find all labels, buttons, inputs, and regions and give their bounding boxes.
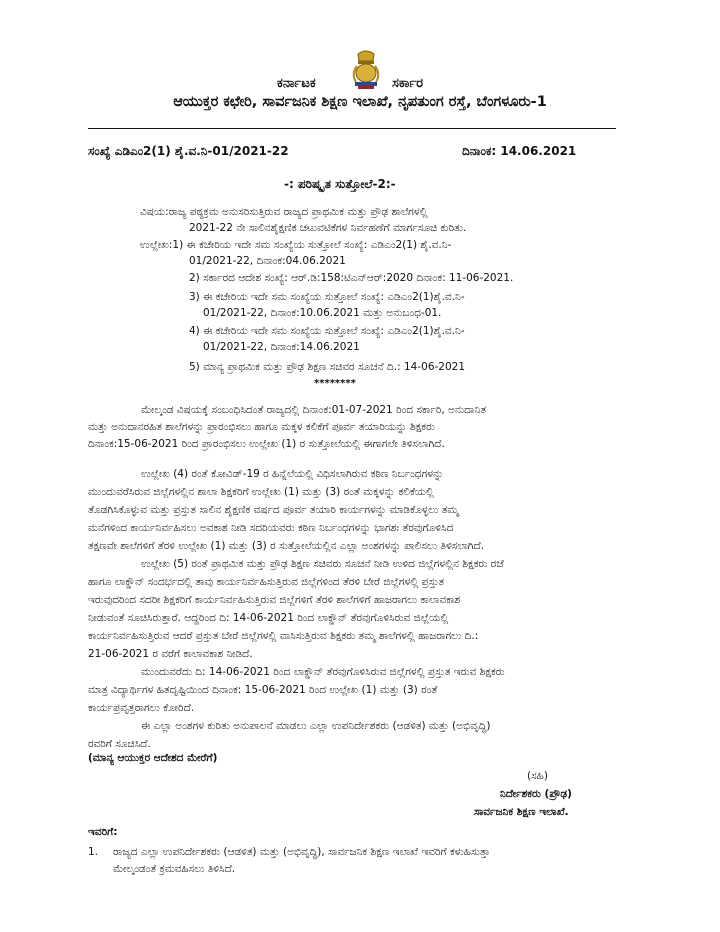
- signature-department: ಸಾರ್ವಜನಿಕ ಶಿಕ್ಷಣ ಇಲಾಖೆ.: [474, 806, 569, 818]
- paragraph-4-line: ಮಾತ್ರ ವಿದ್ಯಾರ್ಥಿಗಳ ಹಿತದೃಷ್ಟಿಯಿಂದ ದಿನಾಂಕ: 15-06-2021 ರಿಂದ ಉಲ್ಲೇಖ (1) ಮತ್ತು (3) ರಂತೆ: [88, 684, 438, 696]
- paragraph-3-line: ಹಾಗೂ ಲಾಕ್ಡೌನ್ ಸಂದರ್ಭದಲ್ಲಿ ತಾವು ಕಾರ್ಯನಿರ್ವಹಿಸುತ್ತಿರುವ ಜಿಲ್ಲೆಗಳಿಂದ ತೆರಳಿ ಬೇರೆ ಜಿಲ್ಲೆಗಳಲ್ಲಿ ಪ್ರಸ್ತುತ: [88, 576, 445, 588]
- reference-number: ಸಂಖ್ಯೆ ಎಡಿಎಂ2(1) ಶೈ.ವ.ನಿ-01/2021-22: [88, 144, 289, 158]
- issue-date: ದಿನಾಂಕ: 14.06.2021: [462, 144, 577, 158]
- reference-3-cont: 01/2021-22, ದಿನಾಂಕ:10.06.2021 ಮತ್ತು ಅನುಬಂಧ-01.: [203, 307, 442, 319]
- circular-title: -: ಪರಿಷ್ಕೃತ ಸುತ್ತೋಲೆ-2:-: [284, 177, 396, 191]
- subject-line-2: 2021-22 ನೇ ಸಾಲಿನಶೈಕ್ಷಣಿಕ ಚಟುವಟಿಕೆಗಳ ನಿರ್ವಹಣೆಗೆ ಮಾರ್ಗಸೂಚಿ ಕುರಿತು.: [189, 222, 467, 234]
- recipient-line: ಮೇಲ್ಕಂಡಂತೆ ಕ್ರಮವಹಿಸಲು ತಿಳಿಸಿದೆ.: [113, 863, 236, 875]
- paragraph-3-line: ಉಲ್ಲೇಖ (5) ರಂತೆ ಪ್ರಾಥಮಿಕ ಮತ್ತು ಪ್ರೌಢ ಶಿಕ್ಷಣ ಸಚಿವರು ಸೂಚನೆ ನೀಡಿ ಉಳಿದ ಜಿಲ್ಲೆಗಳಲ್ಲಿನ ಶಿಕ್ಷಕರು ರಜೆ: [141, 558, 504, 570]
- separator: ********: [314, 378, 356, 389]
- paragraph-1-line: ದಿನಾಂಕ:15-06-2021 ರಿಂದ ಪ್ರಾರಂಭಿಸಲು ಉಲ್ಲೇಖ (1) ರ ಸುತ್ತೋಲೆಯಲ್ಲಿ ಈಗಾಗಲೇ ತಿಳಿಸಲಾಗಿದೆ.: [88, 438, 445, 450]
- reference-2: 2) ಸರ್ಕಾರದ ಆದೇಶ ಸಂಖ್ಯೆ: ಆರ್.ಡಿ:158:ಟಿಎನ್ಆರ್:2020 ದಿನಾಂಕ: 11-06-2021.: [189, 272, 514, 284]
- paragraph-5-line: ಈ ಎಲ್ಲಾ ಅಂಶಗಳ ಕುರಿತು ಅನುಪಾಲನೆ ಮಾಡಲು ಎಲ್ಲಾ ಉಪನಿರ್ದೇಶಕರು (ಆಡಳಿತ) ಮತ್ತು (ಅಭಿವೃದ್ಧಿ): [141, 720, 491, 732]
- reference-1-cont: 01/2021-22, ದಿನಾಂಕ:04.06.2021: [189, 255, 346, 267]
- paragraph-2-line: ತೊಡಗಿಸಿಕೊಳ್ಳುವ ಮತ್ತು ಪ್ರಸ್ತುತ ಸಾಲಿನ ಶೈಕ್ಷಣಿಕ ವರ್ಷದ ಪೂರ್ವ ತಯಾರಿ ಕಾರ್ಯಗಳನ್ನು ಮಾಡಿಕೊಳ್ಳಲು ತಮ್ಮ: [88, 504, 459, 516]
- paragraph-2-line: ಮನೆಗಳಿಂದ ಕಾರ್ಯನಿರ್ವಹಿಸಲು ಅವಕಾಶ ನೀಡಿ ಸದರಿಯವರು ಕಠಿಣ ನಿರ್ಬಂಧಗಳನ್ನು ಭಾಗಶಃ ತೆರವುಗೊಳಿಸಿದ: [88, 522, 454, 534]
- paragraph-3-line: ನೀಡುವಂತೆ ಸೂಚಿಸಿರುತ್ತಾರೆ. ಆದ್ದರಿಂದ ದಿ: 14-06-2021 ರಿಂದ ಲಾಕ್ಡೌನ್ ತೆರವುಗೊಳಿಸಿರುವ ಜಿಲ್ಲೆಯಲ್ಲಿ: [88, 612, 449, 624]
- emblem: [349, 48, 383, 92]
- paragraph-1-line: ಮತ್ತು ಅನುದಾನರಹಿತ ಶಾಲೆಗಳನ್ನು ಪ್ರಾರಂಭಿಸಲು ಹಾಗೂ ಮಕ್ಕಳ ಕಲಿಕೆಗೆ ಪೂರ್ವ ತಯಾರಿಯನ್ನು ಶಿಕ್ಷಕರು: [88, 421, 436, 433]
- office-line: ಆಯುಕ್ತರ ಕಛೇರಿ, ಸಾರ್ವಜನಿಕ ಶಿಕ್ಷಣ ಇಲಾಖೆ, ನೃಪತುಂಗ ರಸ್ತೆ, ಬೆಂಗಳೂರು-1: [173, 94, 547, 110]
- paragraph-3-line: ಕಾರ್ಯನಿರ್ವಹಿಸುತ್ತಿರುವ ಆದರೆ ಪ್ರಸ್ತುತ ಬೇರೆ ಜಿಲ್ಲೆಗಳಲ್ಲಿ ವಾಸಿಸುತ್ತಿರುವ ಶಿಕ್ಷಕರು ತಮ್ಮ ಶಾಲೆಗಳಲ್ಲಿ ಹಾಜರಾಗಲು ದಿ.:: [88, 630, 479, 642]
- paragraph-4-line: ಕಾರ್ಯಪ್ರವೃತ್ತರಾಗಲು ಕೋರಿದೆ.: [88, 702, 195, 714]
- paragraph-2-line: ತಕ್ಷಣವೇ ಶಾಲೆಗಳಿಗೆ ತೆರಳಿ ಉಲ್ಲೇಖ (1) ಮತ್ತು (3) ರ ಸುತ್ತೋಲೆಯಲ್ಲಿನ ಎಲ್ಲಾ ಅಂಶಗಳನ್ನು ಪಾಲಿಸಲು ತಿಳಿಸಲಾಗಿದೆ.: [88, 540, 485, 552]
- paragraph-1-line: ಮೇಲ್ಕಂಡ ವಿಷಯಕ್ಕೆ ಸಂಬಂಧಿಸಿದಂತೆ ರಾಜ್ಯದಲ್ಲಿ ದಿನಾಂಕ:01-07-2021 ರಿಂದ ಸರ್ಕಾರಿ, ಅನುದಾನಿತ: [141, 404, 487, 416]
- state-emblem-icon: [349, 48, 383, 92]
- paragraph-3-line: ಇರುವುದರಿಂದ ಸದರೀ ಶಿಕ್ಷಕರಿಗೆ ಕಾರ್ಯನಿರ್ವಹಿಸುತ್ತಿರುವ ಜಿಲ್ಲೆಗಳಿಗೆ ತೆರಳಿ ಶಾಲೆಗಳಿಗೆ ಹಾಜರಾಗಲು ಕಾಲಾವಕಾಶ: [88, 594, 461, 606]
- header-divider: [88, 128, 616, 129]
- signature-signed: (ಸಹಿ): [527, 770, 548, 782]
- paragraph-3-line: 21-06-2021 ರ ವರೆಗೆ ಕಾಲಾವಕಾಶ ನೀಡಿದೆ.: [88, 648, 253, 660]
- reference-3: 3) ಈ ಕಚೇರಿಯ ಇದೇ ಸಮ ಸಂಖ್ಯೆಯ ಸುತ್ತೋಲೆ ಸಂಖ್ಯೆ: ಎಡಿಎಂ2(1)ಶೈ.ವ.ನಿ-: [189, 291, 465, 303]
- subject-line-1: ವಿಷಯ:ರಾಜ್ಯ ಪಠ್ಯಕ್ರಮ ಅನುಸರಿಸುತ್ತಿರುವ ರಾಜ್ಯದ ಪ್ರಾಥಮಿಕ ಮತ್ತು ಪ್ರೌಢ ಶಾಲೆಗಳಲ್ಲಿ: [140, 206, 428, 218]
- state-label-right: ಸರ್ಕಾರ: [392, 76, 423, 91]
- reference-1: ಉಲ್ಲೇಖ:1) ಈ ಕಚೇರಿಯ ಇದೇ ಸಮ ಸಂಖ್ಯೆಯ ಸುತ್ತೋಲೆ ಸಂಖ್ಯೆ: ಎಡಿಎಂ2(1) ಶೈ.ವ.ನಿ-: [140, 239, 452, 251]
- signature-designation: ನಿರ್ದೇಶಕರು (ಪ್ರೌಢ): [500, 788, 572, 800]
- paragraph-2-line: ಮುಂದುವರೆಸಿರುವ ಜಿಲ್ಲೆಗಳಲ್ಲಿನ ಶಾಲಾ ಶಿಕ್ಷಕರಿಗೆ ಉಲ್ಲೇಖ (1) ಮತ್ತು (3) ರಂತೆ ಮಕ್ಕಳನ್ನು ಕಲಿಕೆಯಲ್ಲಿ: [88, 486, 434, 498]
- paragraph-5-line: ರವರಿಗೆ ಸೂಚಿಸಿದೆ.: [88, 738, 151, 750]
- recipient-number: 1.: [88, 846, 99, 858]
- state-label-left: ಕರ್ನಾಟಕ: [277, 76, 316, 91]
- reference-5: 5) ಮಾನ್ಯ ಪ್ರಾಥಮಿಕ ಮತ್ತು ಪ್ರೌಢ ಶಿಕ್ಷಣ ಸಚಿವರ ಸೂಚನೆ ದಿ.: 14-06-2021: [189, 361, 466, 373]
- recipient-line: ರಾಜ್ಯದ ಎಲ್ಲಾ ಉಪನಿರ್ದೇಶಕರು (ಆಡಳಿತ) ಮತ್ತು (ಅಭಿವೃದ್ಧಿ), ಸಾರ್ವಜನಿಕ ಶಿಕ್ಷಣ ಇಲಾಖೆ ಇವರಿಗೆ ಕಳುಹಿಸುತ್ತಾ: [113, 846, 491, 858]
- paragraph-2-line: ಉಲ್ಲೇಖ (4) ರಂತೆ ಕೋವಿಡ್-19 ರ ಹಿನ್ನೆಲೆಯಲ್ಲಿ ವಿಧಿಸಲಾಗಿರುವ ಕಠಿಣ ನಿರ್ಬಂಧಗಳನ್ನು: [141, 468, 444, 480]
- paragraph-4-line: ಮುಂದುವರೆದು ದಿ: 14-06-2021 ರಿಂದ ಲಾಕ್ಡೌನ್ ತೆರವುಗೊಳಿಸಿರುವ ಜಿಲ್ಲೆಗಳಲ್ಲಿ ಪ್ರಸ್ತುತ ಇರುವ ಶಿಕ್ಷಕರು: [141, 666, 505, 678]
- reference-4-cont: 01/2021-22, ದಿನಾಂಕ:14.06.2021: [203, 341, 360, 353]
- reference-4: 4) ಈ ಕಚೇರಿಯ ಇದೇ ಸಮ ಸಂಖ್ಯೆಯ ಸುತ್ತೋಲೆ ಸಂಖ್ಯೆ: ಎಡಿಎಂ2(1)ಶೈ.ವ.ನಿ-: [189, 325, 465, 337]
- order-note: (ಮಾನ್ಯ ಆಯುಕ್ತರ ಆದೇಶದ ಮೇರೆಗೆ): [88, 752, 218, 764]
- recipients-heading: ಇವರಿಗೆ:: [88, 826, 118, 838]
